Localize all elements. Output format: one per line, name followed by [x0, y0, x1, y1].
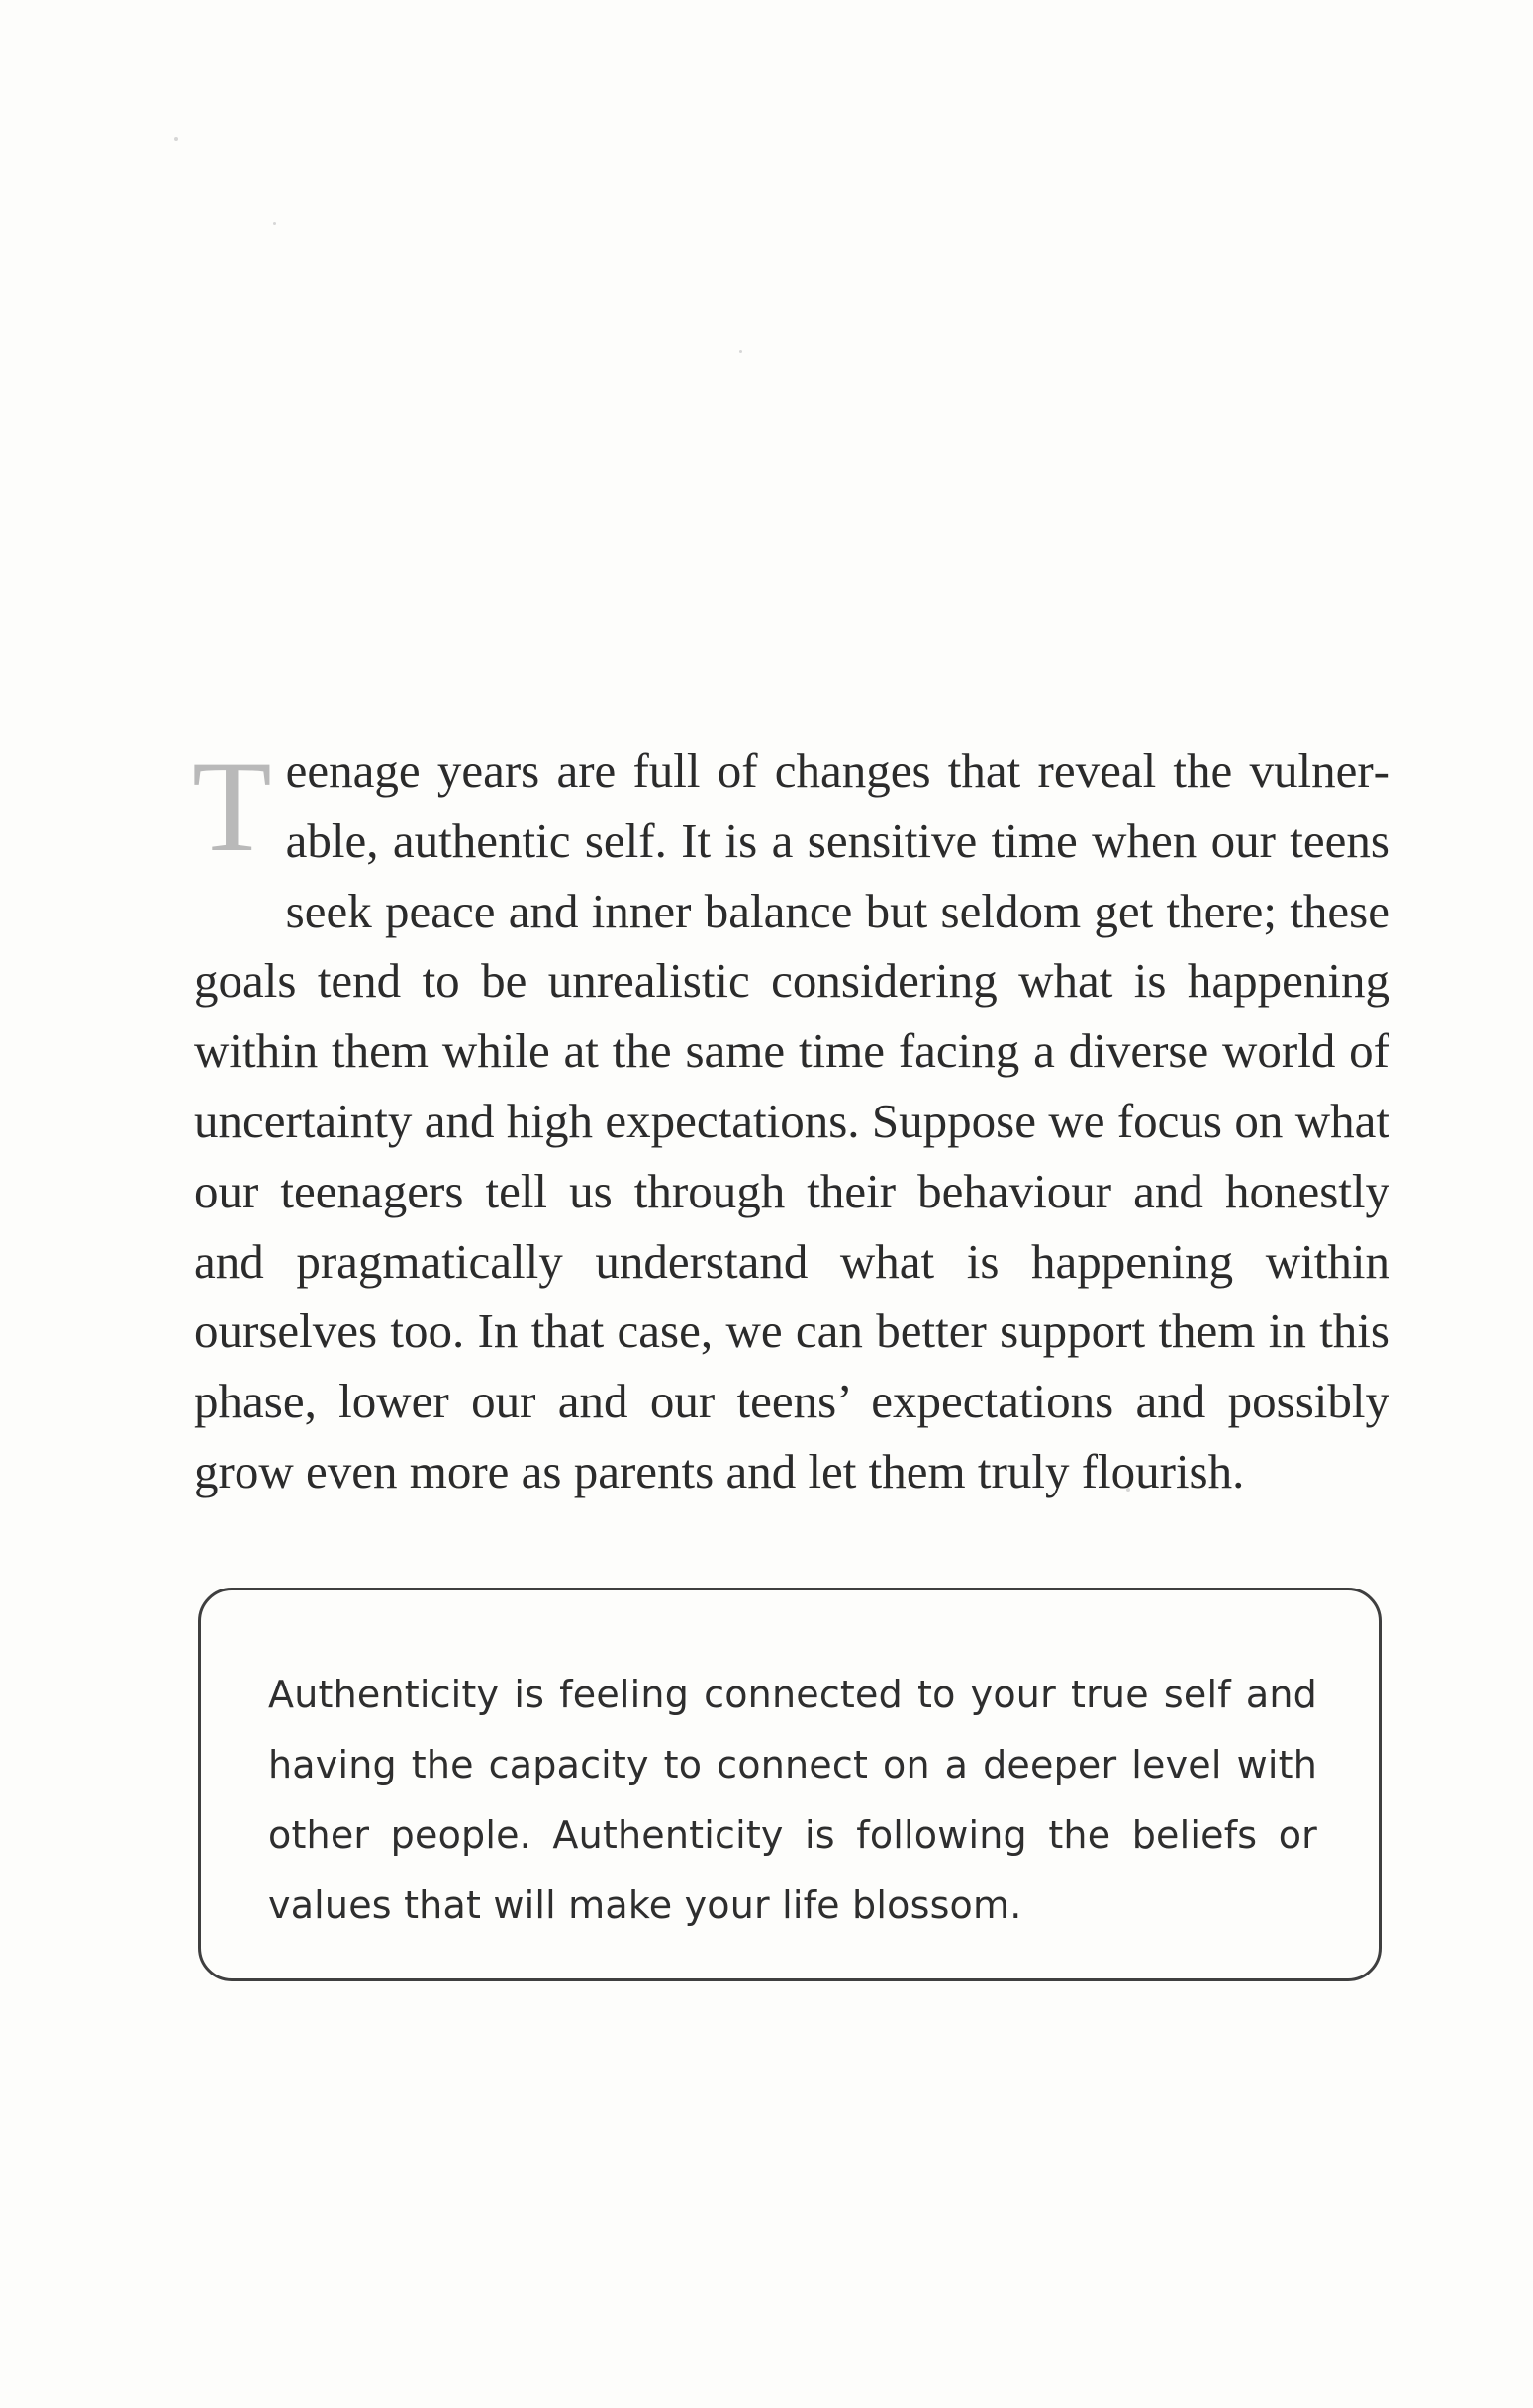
scan-speck — [273, 222, 276, 225]
body-paragraph — [192, 733, 1389, 1507]
scan-speck — [174, 137, 178, 141]
paragraph-text: eenage years are full of changes that reveal the vulnerable, authentic self. It is a sensitive time when our teens seek peace and inner balance but seldom get there; these goals tend to be unrealistic considering what is happening within them while at the same time facing a diverse world of uncertainty and high expectations. Suppose we focus on what our teenagers tell us through their behaviour and honestly and pragmatically understand what is happening within ourselves too. In that case, we can better support them in this phase, lower our and our teens’ expectations and possibly grow even more as parents and let them truly flourish. — [194, 743, 1389, 1498]
drop-cap: T — [192, 733, 272, 879]
callout-text: Authenticity is feeling connected to your true self and having the capacity to connect on a deeper level with other people. Authenticity is following the beliefs or values that will make your life blossom. — [268, 1673, 1317, 1927]
callout-box — [198, 1588, 1382, 1981]
scan-speck — [739, 350, 742, 353]
